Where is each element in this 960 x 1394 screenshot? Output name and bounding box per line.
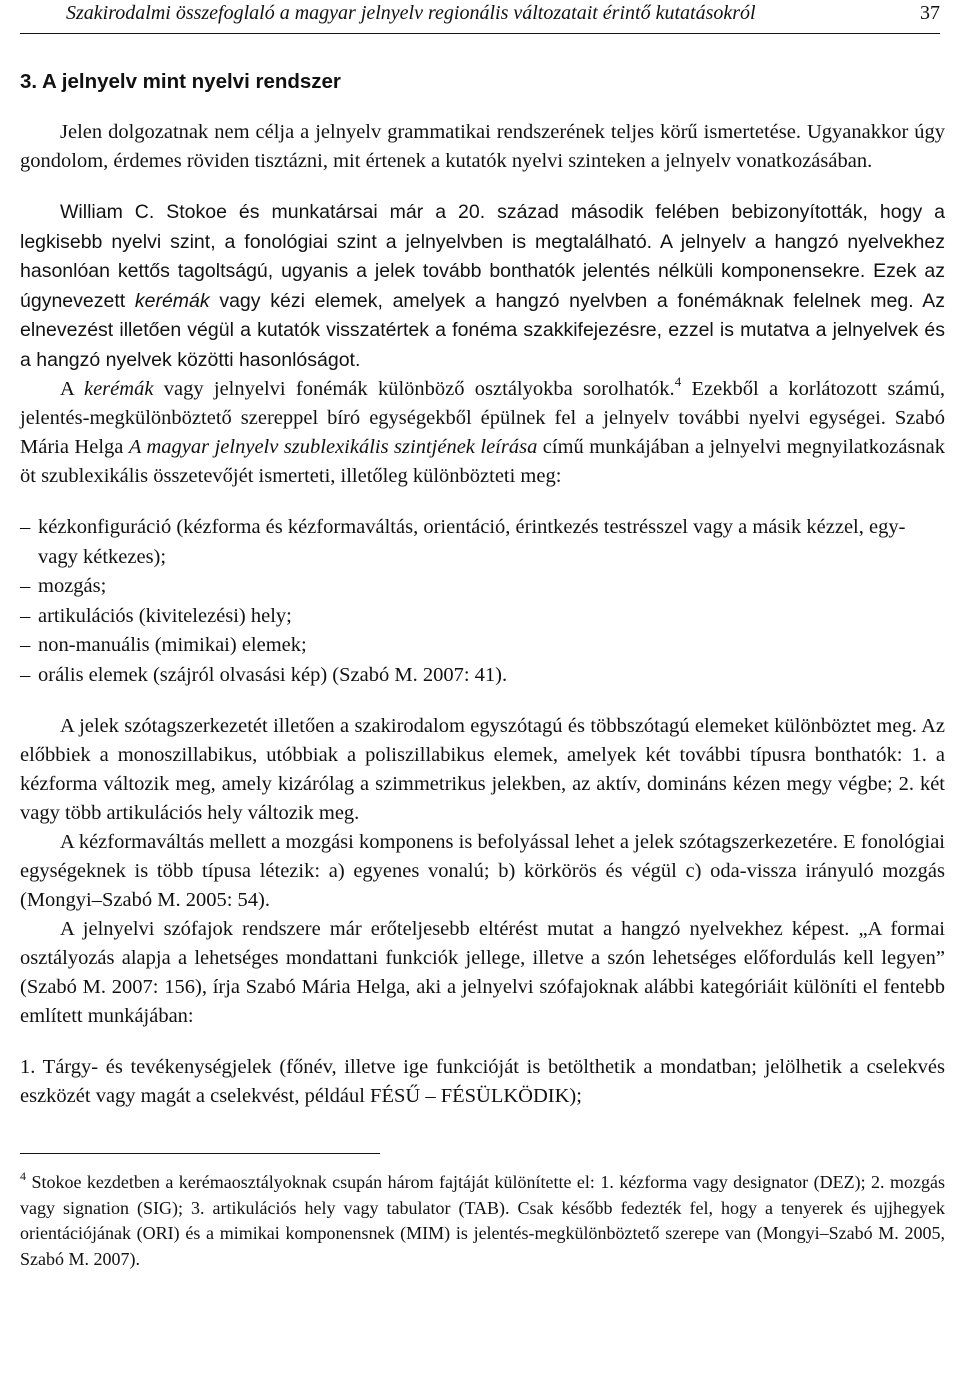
body-content: [20, 68, 945, 1272]
spacer: [20, 491, 945, 513]
paragraph-wordclasses: A jelnyelvi szófajok rendszere már erőteljesebb eltérést mutat a hangzó nyelvekhez képest. „A formai osztályozás alapja a lehetséges mondattani funkciók jellege, illetve a szón lehetséges előfordulás kell legyen” (Szabó M. 2007: 156), írja Szabó Mária Helga, aki a jelnyelvi szófajoknak alábbi kategóriáit különíti el fentebb említett munkájában:: [20, 918, 945, 1027]
running-header: [20, 0, 940, 28]
section-heading: 3. A jelnyelv mint nyelvi rendszer: [20, 70, 341, 93]
spacer: [20, 690, 945, 712]
header-rule: [20, 33, 940, 34]
paragraph-text: vagy jelnyelvi fonémák különböző osztályokba sorolhatók.: [153, 378, 675, 400]
spacer: [20, 176, 945, 198]
italic-term: kerémák: [134, 289, 210, 312]
dash-bullet: –: [20, 575, 31, 597]
paragraph-text: Ezekből a korlátozott számú, jelentés-megkülönböztető szereppel bíró egységekből épülnek fel a jelnyelv további nyelvi egységei. Szabó Mária Helga: [20, 378, 945, 458]
spacer: [20, 1031, 945, 1053]
paragraph-stokoe: [20, 198, 945, 375]
dash-bullet: –: [20, 516, 31, 538]
list-item: [20, 572, 945, 602]
footnote-text: Stokoe kezdetben a kerémaosztályoknak csupán három fajtáját különítette el: 1. kézforma vagy designator (DEZ); 2. mozgás vagy signation (SIG); 3. artikulációs hely vagy tabulator (TAB). Csak később fedezték fel, hogy a tenyerek és ujjhegyek orientációjának (ORI) és a mimikai komponensnek (MIM) is jelentés-megkülönböztető szerepe van (Mongyi–Szabó M. 2005, Szabó M. 2007).: [20, 1172, 945, 1269]
dash-bullet: –: [20, 663, 31, 686]
italic-term: kerémák: [83, 378, 154, 400]
list-item: [20, 631, 945, 661]
footnote-reference[interactable]: 4: [674, 374, 682, 389]
paragraph-keremak: [20, 375, 945, 491]
dash-bullet: –: [20, 634, 31, 656]
list-item-text: artikulációs (kivitelezési) hely;: [38, 604, 292, 627]
paragraph-movement: A kézformaváltás mellett a mozgási komponens is befolyással lehet a jelek szótagszerkezetére. E fonológiai egységeknek is több típusa létezik: a) egyenes vonalú; b) körkörös és végül c) oda-vissza irányuló mozgás (Mongyi–Szabó M. 2005: 54).: [20, 831, 945, 911]
page-number: 37: [920, 2, 940, 24]
running-title: Szakirodalmi összefoglaló a magyar jelnyelv regionális változatait érintő kutatásokról: [66, 2, 756, 24]
paragraph-text: vagy kézi elemek, amelyek a hangzó nyelvben a fonémáknak felelnek meg. Az elnevezést illetően végül a kutatók visszatértek a fonéma szakkifejezésre, ezzel is mutatva a jelnyelvek és a hangzó nyelvek közötti hasonlóságot.: [20, 289, 945, 371]
list-item-text: orális elemek (szájról olvasási kép) (Szabó M. 2007: 41).: [38, 663, 508, 686]
paragraph-text: című munkájában a jelnyelvi megnyilatkozásnak öt szublexikális összetevőjét ismerteti, illetőleg különbözteti meg:: [20, 436, 945, 487]
list-item-text: kézkonfiguráció (kézforma és kézformaváltás, orientáció, érintkezés testrésszel vagy a másik kézzel, egy- vagy kétkezes);: [38, 516, 906, 568]
paragraph-category-1: 1. Tárgy- és tevékenységjelek (főnév, illetve ige funkcióját is betölthetik a mondatban; jelölhetik a cselekvés eszközét vagy magát a cselekvést, például FÉSŰ – FÉSÜLKÖDIK);: [20, 1056, 945, 1107]
list-item: [20, 661, 945, 691]
paragraph-text: A: [60, 378, 84, 400]
list-item-text: mozgás;: [38, 575, 107, 597]
paragraph-intro: Jelen dolgozatnak nem célja a jelnyelv grammatikai rendszerének teljes körű ismertetése. Ugyanakkor úgy gondolom, érdemes röviden tisztázni, mit értenek a kutatók nyelvi szinteken a jelnyelv vonatkozásában.: [20, 121, 945, 172]
list-item: [20, 602, 945, 632]
footnote-rule: [20, 1153, 380, 1154]
footnote: [20, 1170, 945, 1272]
footnote-number: 4: [20, 1169, 26, 1183]
list-item-text: non-manuális (mimikai) elemek;: [38, 634, 307, 656]
component-list: [20, 513, 945, 690]
italic-work-title: A magyar jelnyelv szublexikális szintjének leírása: [128, 436, 538, 458]
list-item: [20, 513, 945, 572]
paragraph-text: William C. Stokoe és munkatársai már a 20. század második felében bebizonyították, hogy a legkisebb nyelvi szint, a fonológiai szint a jelnyelvben is megtalálható. A jelnyelv a hangzó nyelvekhez hasonlóan kettős tagoltságú, ugyanis a jelek tovább bonthatók jelentés nélküli komponensekre. Ezek az úgynevezett: [20, 201, 945, 312]
paragraph-syllable: A jelek szótagszerkezetét illetően a szakirodalom egyszótagú és többszótagú elemeket különböztet meg. Az előbbiek a monoszillabikus, utóbbiak a poliszillabikus elemek, amelyek két további típusra bonthatók: 1. a kézforma változik meg, amely kizárólag a szimmetrikus jelekben, az aktív, domináns kézen megy végbe; 2. két vagy több artikulációs hely változik meg.: [20, 715, 945, 824]
dash-bullet: –: [20, 604, 31, 627]
